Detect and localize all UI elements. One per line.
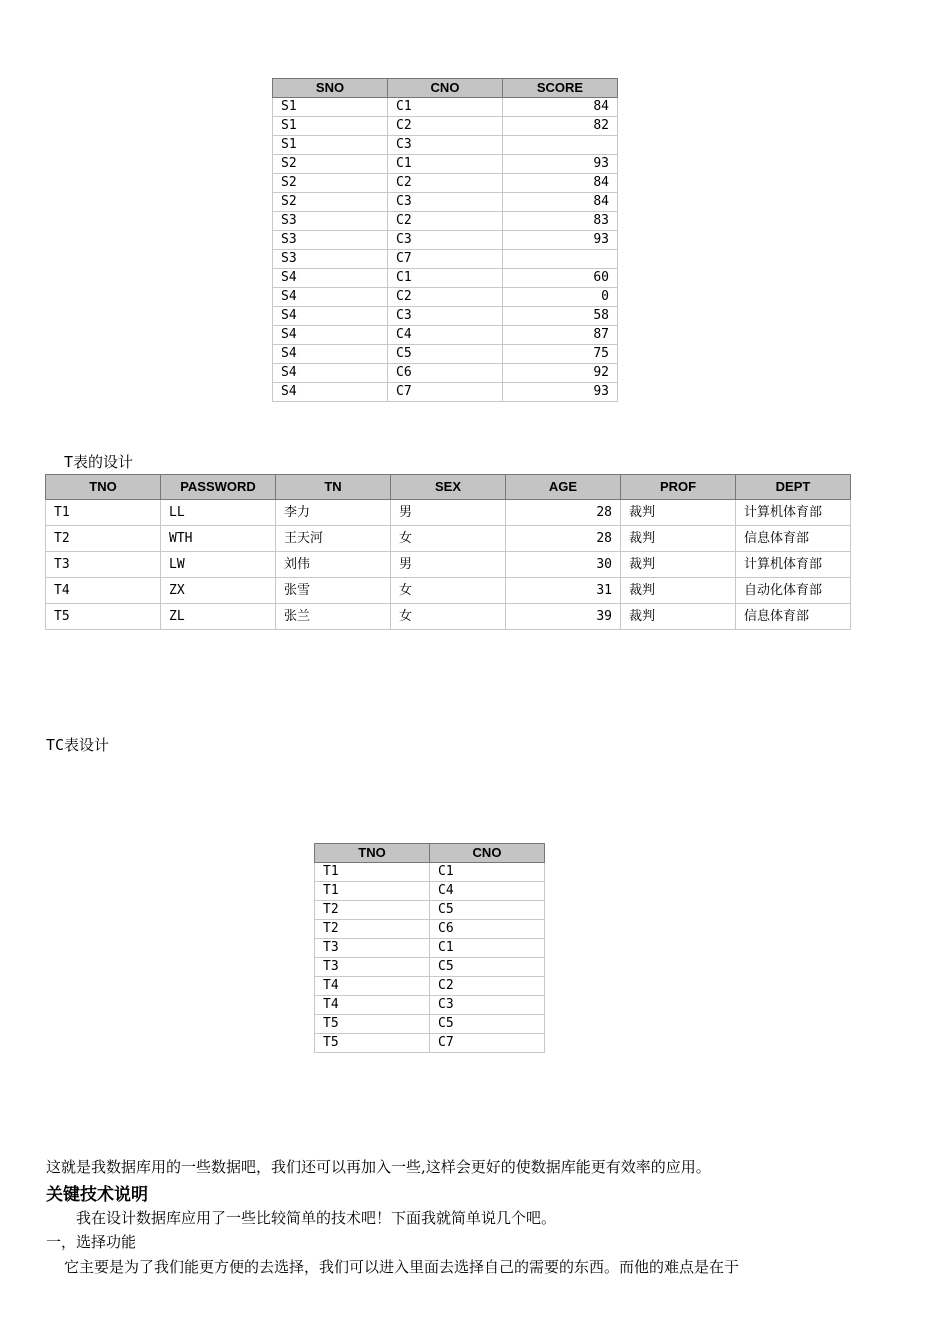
table-cell: 60 <box>503 269 618 288</box>
column-header: PROF <box>621 475 736 500</box>
table-row <box>273 326 618 345</box>
table-cell: S3 <box>273 212 388 231</box>
table-cell: S4 <box>273 326 388 345</box>
table-cell: T3 <box>315 939 430 958</box>
table-row <box>273 193 618 212</box>
table-row <box>273 117 618 136</box>
table-cell: 31 <box>506 578 621 604</box>
table-row <box>315 920 545 939</box>
column-header: CNO <box>388 79 503 98</box>
table-row <box>273 364 618 383</box>
column-header: TNO <box>46 475 161 500</box>
table-cell: S4 <box>273 269 388 288</box>
table-cell: 计算机体育部 <box>736 552 851 578</box>
table-cell: S4 <box>273 307 388 326</box>
table-cell: 女 <box>391 578 506 604</box>
table-cell: 自动化体育部 <box>736 578 851 604</box>
sc-score-table <box>272 78 618 402</box>
table-cell: T3 <box>315 958 430 977</box>
table-cell: T3 <box>46 552 161 578</box>
table-cell: C1 <box>388 155 503 174</box>
table-cell: C2 <box>388 174 503 193</box>
tc-section-label: TC表设计 <box>46 736 110 754</box>
table-cell: 83 <box>503 212 618 231</box>
table-cell: T2 <box>46 526 161 552</box>
table-cell: C1 <box>388 269 503 288</box>
table-row <box>315 977 545 996</box>
table-cell: 女 <box>391 526 506 552</box>
table-row <box>273 212 618 231</box>
column-header: SEX <box>391 475 506 500</box>
table-cell: C6 <box>388 364 503 383</box>
table-row <box>273 250 618 269</box>
table-cell: 男 <box>391 552 506 578</box>
table-cell: T5 <box>315 1015 430 1034</box>
table-row <box>315 1034 545 1053</box>
table-cell: 计算机体育部 <box>736 500 851 526</box>
table-cell: S1 <box>273 136 388 155</box>
table-row <box>273 307 618 326</box>
table-cell: C7 <box>388 383 503 402</box>
table-header-row <box>46 475 851 500</box>
table-cell: 93 <box>503 155 618 174</box>
table-cell: 女 <box>391 604 506 630</box>
table-row <box>315 863 545 882</box>
table-row <box>273 269 618 288</box>
table-cell: 张雪 <box>276 578 391 604</box>
intro-paragraph: 我在设计数据库应用了一些比较简单的技术吧！下面我就简单说几个吧。 <box>76 1209 557 1227</box>
table-cell: C2 <box>388 288 503 307</box>
table-cell: S3 <box>273 231 388 250</box>
table-cell: 男 <box>391 500 506 526</box>
table-row <box>273 98 618 117</box>
table-cell: S3 <box>273 250 388 269</box>
table-cell: WTH <box>161 526 276 552</box>
table-row <box>315 882 545 901</box>
table-cell: 92 <box>503 364 618 383</box>
column-header: PASSWORD <box>161 475 276 500</box>
table-cell: C5 <box>388 345 503 364</box>
column-header: SNO <box>273 79 388 98</box>
table-cell: S2 <box>273 174 388 193</box>
table-row <box>273 136 618 155</box>
column-header: TN <box>276 475 391 500</box>
summary-paragraph: 这就是我数据库用的一些数据吧，我们还可以再加入一些,这样会更好的使数据库能更有效率的应用。 <box>46 1158 711 1176</box>
table-cell: C3 <box>388 307 503 326</box>
table-cell: S4 <box>273 383 388 402</box>
table-cell: 84 <box>503 174 618 193</box>
table-row <box>273 155 618 174</box>
table-cell: 28 <box>506 526 621 552</box>
table-cell: C7 <box>388 250 503 269</box>
table-cell: C1 <box>388 98 503 117</box>
table-row <box>315 939 545 958</box>
table-cell: 张兰 <box>276 604 391 630</box>
table-header-row <box>315 844 545 863</box>
item-title: 一，选择功能 <box>46 1233 137 1251</box>
table-row <box>273 345 618 364</box>
table-cell: C6 <box>430 920 545 939</box>
table-cell: 王天河 <box>276 526 391 552</box>
table-row <box>315 1015 545 1034</box>
table-cell: S4 <box>273 288 388 307</box>
table-cell: C3 <box>388 136 503 155</box>
table-cell: 30 <box>506 552 621 578</box>
table-row <box>273 231 618 250</box>
table-row <box>46 526 851 552</box>
table-cell: 82 <box>503 117 618 136</box>
table-cell <box>503 136 618 155</box>
table-cell: T5 <box>315 1034 430 1053</box>
table-cell: C4 <box>430 882 545 901</box>
column-header: SCORE <box>503 79 618 98</box>
table-cell: C1 <box>430 939 545 958</box>
table-cell: 58 <box>503 307 618 326</box>
table-cell: LW <box>161 552 276 578</box>
table-row <box>315 996 545 1015</box>
table-cell: C3 <box>388 193 503 212</box>
table-cell: S2 <box>273 155 388 174</box>
table-cell: S1 <box>273 117 388 136</box>
table-cell: 李力 <box>276 500 391 526</box>
table-cell: C5 <box>430 1015 545 1034</box>
table-row <box>273 288 618 307</box>
column-header: AGE <box>506 475 621 500</box>
table-cell: 93 <box>503 383 618 402</box>
table-cell: T4 <box>315 977 430 996</box>
table-cell: 信息体育部 <box>736 526 851 552</box>
table-cell: T2 <box>315 901 430 920</box>
table-cell: T2 <box>315 920 430 939</box>
table-cell: 裁判 <box>621 578 736 604</box>
table-cell: C4 <box>388 326 503 345</box>
table-cell: C2 <box>388 117 503 136</box>
table-cell: 裁判 <box>621 526 736 552</box>
table-cell: C5 <box>430 958 545 977</box>
table-cell: S2 <box>273 193 388 212</box>
teacher-course-table <box>314 843 545 1053</box>
table-cell: ZL <box>161 604 276 630</box>
table-row <box>315 958 545 977</box>
table-cell: S1 <box>273 98 388 117</box>
teacher-table <box>45 474 851 630</box>
table-cell: C1 <box>430 863 545 882</box>
t-section-label: T表的设计 <box>64 453 134 471</box>
table-cell: 84 <box>503 98 618 117</box>
table-cell: T1 <box>315 882 430 901</box>
table-cell: C7 <box>430 1034 545 1053</box>
table-cell: 信息体育部 <box>736 604 851 630</box>
table-cell: S4 <box>273 345 388 364</box>
table-cell: 93 <box>503 231 618 250</box>
table-cell: 裁判 <box>621 500 736 526</box>
table-header-row <box>273 79 618 98</box>
table-row <box>46 578 851 604</box>
table-row <box>273 383 618 402</box>
column-header: CNO <box>430 844 545 863</box>
table-cell: 87 <box>503 326 618 345</box>
table-cell: S4 <box>273 364 388 383</box>
section-heading: 关键技术说明 <box>46 1185 148 1205</box>
table-cell: T1 <box>315 863 430 882</box>
table-cell: LL <box>161 500 276 526</box>
table-cell: 28 <box>506 500 621 526</box>
table-cell: C2 <box>430 977 545 996</box>
table-cell: ZX <box>161 578 276 604</box>
table-row <box>315 901 545 920</box>
table-cell: T4 <box>315 996 430 1015</box>
table-row <box>273 174 618 193</box>
table-row <box>46 500 851 526</box>
item-body: 它主要是为了我们能更方便的去选择，我们可以进入里面去选择自己的需要的东西。而他的难点是在于 <box>64 1258 740 1276</box>
table-cell: 刘伟 <box>276 552 391 578</box>
table-cell: T5 <box>46 604 161 630</box>
table-cell: C2 <box>388 212 503 231</box>
table-cell: 75 <box>503 345 618 364</box>
table-cell <box>503 250 618 269</box>
table-cell: 0 <box>503 288 618 307</box>
column-header: DEPT <box>736 475 851 500</box>
table-cell: C3 <box>430 996 545 1015</box>
table-cell: 裁判 <box>621 552 736 578</box>
table-cell: T1 <box>46 500 161 526</box>
table-cell: C3 <box>388 231 503 250</box>
table-cell: T4 <box>46 578 161 604</box>
table-cell: C5 <box>430 901 545 920</box>
table-row <box>46 604 851 630</box>
table-row <box>46 552 851 578</box>
table-cell: 39 <box>506 604 621 630</box>
table-cell: 裁判 <box>621 604 736 630</box>
table-cell: 84 <box>503 193 618 212</box>
column-header: TNO <box>315 844 430 863</box>
